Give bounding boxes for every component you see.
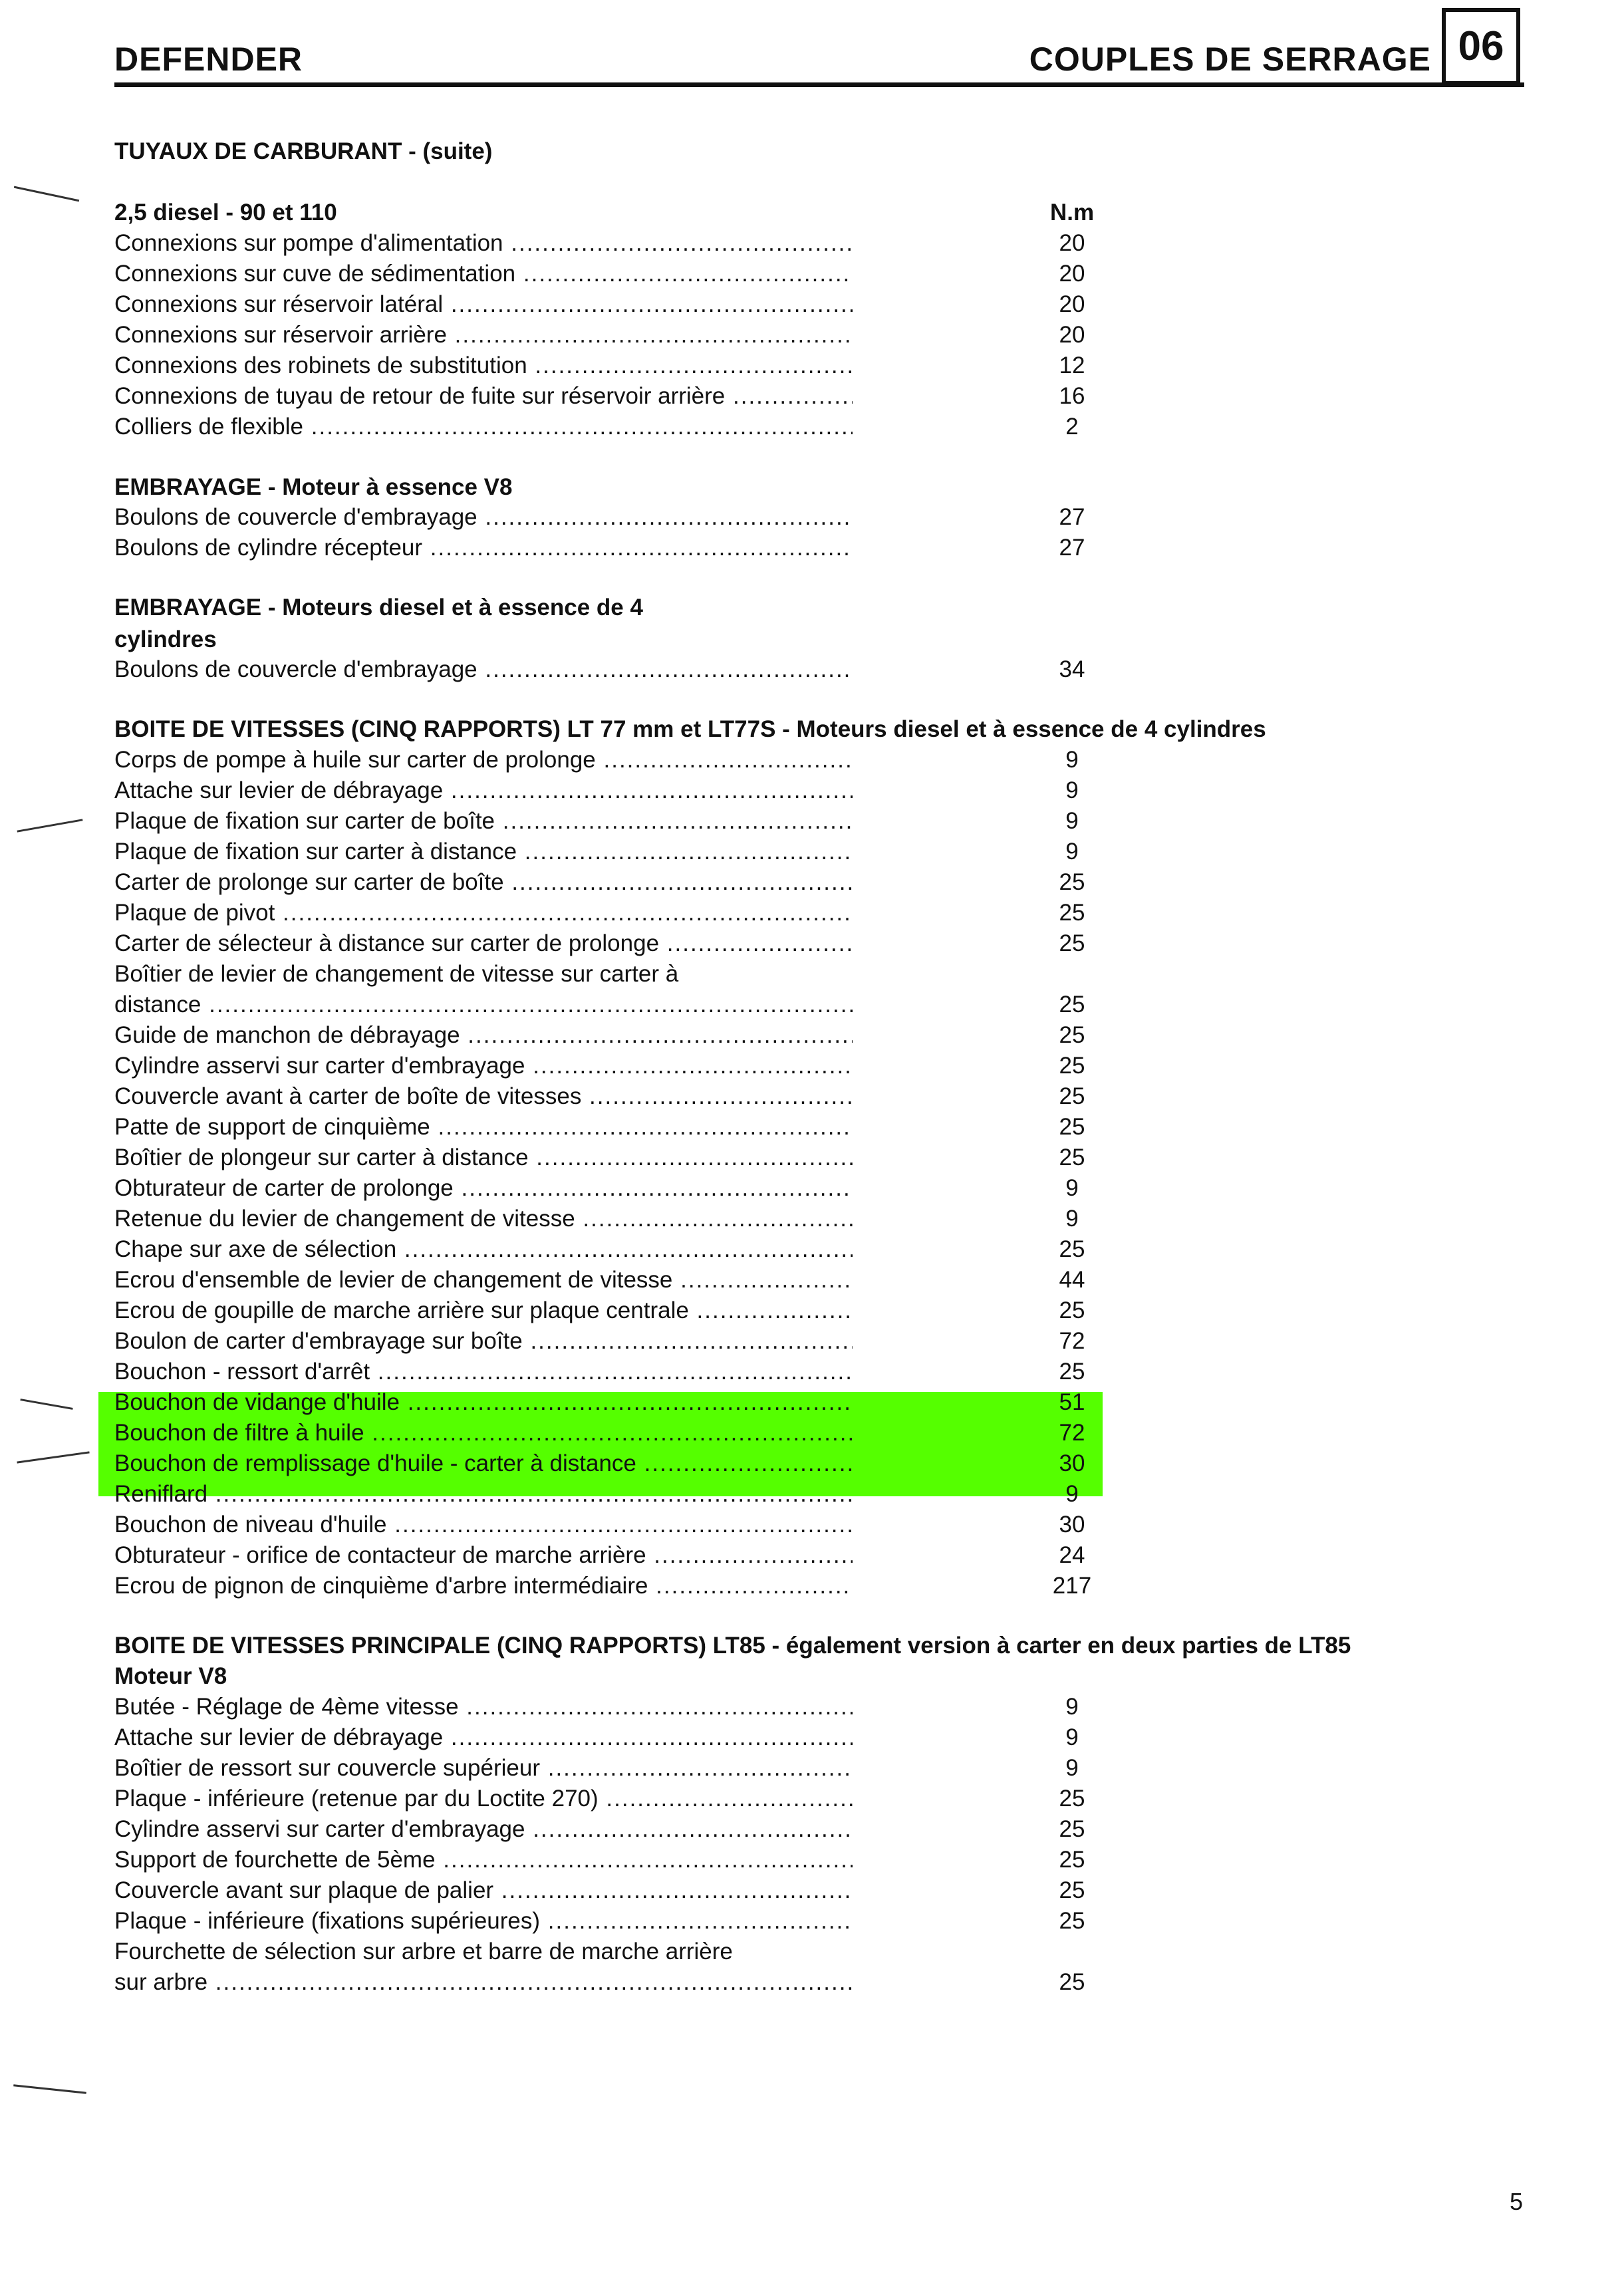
torque-value: 25 <box>1059 900 1085 926</box>
torque-value: 16 <box>1059 383 1085 409</box>
row-label: Couvercle avant sur plaque de palier ..... <box>114 1875 853 1906</box>
torque-value: 27 <box>1059 535 1085 561</box>
section-heading <box>114 136 1544 167</box>
row-label: Bouchon de filtre à huile ..... <box>114 1418 853 1448</box>
unit-label: N.m <box>1049 200 1095 225</box>
table-row <box>114 1051 1544 1081</box>
torque-value: 24 <box>1059 1542 1085 1568</box>
row-label: Boîtier de levier de changement de vitesse sur carter à <box>114 961 679 987</box>
row-label: Boulons de couvercle d'embrayage ..... <box>114 654 853 685</box>
torque-value: 9 <box>1065 1694 1079 1720</box>
torque-value: 20 <box>1059 291 1085 317</box>
row-label: Plaque - inférieure (fixations supérieures) ..... <box>114 1906 853 1937</box>
heading-text: EMBRAYAGE - Moteur à essence V8 <box>114 474 513 500</box>
row-label: Retenue du levier de changement de vitesse ..... <box>114 1204 853 1234</box>
row-label: Connexions sur réservoir latéral ..... <box>114 289 853 320</box>
table-row <box>114 289 1544 320</box>
torque-value: 9 <box>1065 747 1079 773</box>
heading-text: cylindres <box>114 626 217 652</box>
torque-value: 25 <box>1059 1083 1085 1109</box>
scan-mark <box>14 186 79 202</box>
table-row <box>114 928 1544 959</box>
torque-value: 72 <box>1059 1328 1085 1354</box>
row-label: Plaque - inférieure (retenue par du Loctite 270) ..... <box>114 1784 853 1814</box>
row-label: Plaque de fixation sur carter de boîte ..... <box>114 806 853 837</box>
torque-value: 25 <box>1059 1022 1085 1048</box>
torque-value: 25 <box>1059 1359 1085 1385</box>
heading-text: EMBRAYAGE - Moteurs diesel et à essence de 4 <box>114 595 643 620</box>
row-label: Boulons de couvercle d'embrayage ..... <box>114 502 853 533</box>
row-label: Connexions sur pompe d'alimentation ..... <box>114 228 853 259</box>
row-label: Ecrou d'ensemble de levier de changement de vitesse ..... <box>114 1265 853 1295</box>
table-row <box>114 1173 1544 1204</box>
row-label: Bouchon de remplissage d'huile - carter à distance ..... <box>114 1448 853 1479</box>
scan-mark <box>17 1451 89 1463</box>
torque-value: 9 <box>1065 1175 1079 1201</box>
torque-value: 25 <box>1059 1908 1085 1934</box>
table-row <box>114 1112 1544 1142</box>
torque-value: 27 <box>1059 504 1085 530</box>
table-row <box>114 381 1544 412</box>
table-row <box>114 867 1544 898</box>
section-number-box: 06 <box>1442 8 1520 85</box>
heading-text: BOITE DE VITESSES PRINCIPALE (CINQ RAPPORTS) LT85 - également version à carter en deux parties de LT85 <box>114 1633 1351 1659</box>
table-row <box>114 533 1544 563</box>
torque-value: 9 <box>1065 1755 1079 1781</box>
torque-value: 12 <box>1059 352 1085 378</box>
torque-value: 30 <box>1059 1512 1085 1538</box>
table-row <box>114 1234 1544 1265</box>
section-heading <box>114 593 1544 623</box>
torque-value: 9 <box>1065 1481 1079 1507</box>
table-row <box>114 745 1544 775</box>
section-heading <box>114 714 1544 745</box>
row-label: Patte de support de cinquième ..... <box>114 1112 853 1142</box>
row-label: Bouchon - ressort d'arrêt ..... <box>114 1357 853 1387</box>
torque-value: 25 <box>1059 1816 1085 1842</box>
table-row <box>114 1967 1544 1998</box>
table-row <box>114 320 1544 350</box>
table-row <box>114 1020 1544 1051</box>
row-label: Corps de pompe à huile sur carter de prolonge ..... <box>114 745 853 775</box>
header-rule <box>114 82 1524 87</box>
table-row <box>114 775 1544 806</box>
section-heading <box>114 1661 1544 1692</box>
table-row <box>114 1571 1544 1601</box>
row-label: distance ..... <box>114 990 853 1020</box>
torque-value: 2 <box>1065 414 1079 440</box>
header-left-title: DEFENDER <box>114 41 303 78</box>
table-row <box>114 1753 1544 1784</box>
row-label: Reniflard ..... <box>114 1479 853 1510</box>
torque-value: 25 <box>1059 1114 1085 1140</box>
table-row <box>114 1845 1544 1875</box>
table-row <box>114 1081 1544 1112</box>
table-row <box>114 1906 1544 1937</box>
row-label: Obturateur - orifice de contacteur de marche arrière ..... <box>114 1540 853 1571</box>
table-row <box>114 259 1544 289</box>
torque-value: 20 <box>1059 261 1085 287</box>
torque-value: 20 <box>1059 230 1085 256</box>
table-row <box>114 1784 1544 1814</box>
torque-value: 25 <box>1059 869 1085 895</box>
row-label: Boulons de cylindre récepteur ..... <box>114 533 853 563</box>
torque-value: 25 <box>1059 1847 1085 1873</box>
table-row <box>114 1387 1544 1418</box>
table-row <box>114 959 1544 990</box>
torque-value: 9 <box>1065 808 1079 834</box>
torque-value: 25 <box>1059 1877 1085 1903</box>
section-heading <box>114 1631 1544 1661</box>
table-row <box>114 806 1544 837</box>
row-label: Carter de sélecteur à distance sur carter de prolonge ..... <box>114 928 853 959</box>
row-label: Connexions de tuyau de retour de fuite sur réservoir arrière ..... <box>114 381 853 412</box>
heading-text: Moteur V8 <box>114 1663 227 1689</box>
row-label: Cylindre asservi sur carter d'embrayage ..... <box>114 1051 853 1081</box>
table-row <box>114 1692 1544 1722</box>
table-row <box>114 1448 1544 1479</box>
page-header <box>114 8 1524 88</box>
torque-value: 9 <box>1065 777 1079 803</box>
row-label: Bouchon de niveau d'huile ..... <box>114 1510 853 1540</box>
row-label: Obturateur de carter de prolonge ..... <box>114 1173 853 1204</box>
row-label: Boulon de carter d'embrayage sur boîte ..... <box>114 1326 853 1357</box>
row-label: Connexions des robinets de substitution ..... <box>114 350 853 381</box>
section-heading <box>114 472 1544 503</box>
row-label: Couvercle avant à carter de boîte de vitesses ..... <box>114 1081 853 1112</box>
row-label: Colliers de flexible ..... <box>114 412 853 442</box>
row-label: Ecrou de pignon de cinquième d'arbre intermédiaire ..... <box>114 1571 853 1601</box>
table-row <box>114 1814 1544 1845</box>
section-heading <box>114 624 1544 655</box>
heading-text: 2,5 diesel - 90 et 110 <box>114 200 337 225</box>
torque-value: 9 <box>1065 1724 1079 1750</box>
table-row <box>114 990 1544 1020</box>
table-row <box>114 1142 1544 1173</box>
row-label: Chape sur axe de sélection ..... <box>114 1234 853 1265</box>
table-row <box>114 1479 1544 1510</box>
heading-text: TUYAUX DE CARBURANT - (suite) <box>114 138 493 164</box>
row-label: Fourchette de sélection sur arbre et barre de marche arrière <box>114 1939 733 1964</box>
section-heading <box>114 198 1544 228</box>
torque-value: 25 <box>1059 1053 1085 1079</box>
table-row <box>114 1540 1544 1571</box>
table-row <box>114 1418 1544 1448</box>
row-label: Boîtier de plongeur sur carter à distance ..... <box>114 1142 853 1173</box>
row-label: Guide de manchon de débrayage ..... <box>114 1020 853 1051</box>
table-row <box>114 1937 1544 1967</box>
row-label: Boîtier de ressort sur couvercle supérieur ..... <box>114 1753 853 1784</box>
row-label: Attache sur levier de débrayage ..... <box>114 1722 853 1753</box>
torque-value: 9 <box>1065 839 1079 865</box>
torque-value: 25 <box>1059 1969 1085 1995</box>
torque-value: 30 <box>1059 1450 1085 1476</box>
torque-value: 34 <box>1059 656 1085 682</box>
torque-value: 217 <box>1052 1573 1092 1599</box>
row-label: Ecrou de goupille de marche arrière sur plaque centrale ..... <box>114 1295 853 1326</box>
page-number: 5 <box>1510 2188 1524 2215</box>
table-row <box>114 837 1544 867</box>
table-row <box>114 898 1544 928</box>
table-row <box>114 1510 1544 1540</box>
table-row <box>114 502 1544 533</box>
torque-value: 25 <box>1059 930 1085 956</box>
torque-value: 25 <box>1059 1144 1085 1170</box>
row-label: Butée - Réglage de 4ème vitesse ..... <box>114 1692 853 1722</box>
torque-value: 25 <box>1059 1786 1085 1812</box>
heading-text: BOITE DE VITESSES (CINQ RAPPORTS) LT 77 mm et LT77S - Moteurs diesel et à essence de 4 cylindres <box>114 716 1266 742</box>
table-row <box>114 1875 1544 1906</box>
table-row <box>114 1722 1544 1753</box>
table-row <box>114 1326 1544 1357</box>
scan-mark <box>13 2084 86 2093</box>
table-row <box>114 412 1544 442</box>
row-label: Carter de prolonge sur carter de boîte ..... <box>114 867 853 898</box>
scan-mark <box>20 1399 72 1410</box>
table-row <box>114 228 1544 259</box>
scan-mark <box>17 819 82 832</box>
table-row <box>114 1204 1544 1234</box>
torque-value: 25 <box>1059 1236 1085 1262</box>
row-label: Support de fourchette de 5ème ..... <box>114 1845 853 1875</box>
torque-value: 72 <box>1059 1420 1085 1446</box>
table-row <box>114 350 1544 381</box>
row-label: Cylindre asservi sur carter d'embrayage ..... <box>114 1814 853 1845</box>
table-row <box>114 654 1544 685</box>
table-row <box>114 1295 1544 1326</box>
row-label: Plaque de pivot ..... <box>114 898 853 928</box>
torque-value: 51 <box>1059 1389 1085 1415</box>
torque-value: 25 <box>1059 992 1085 1017</box>
torque-value: 25 <box>1059 1297 1085 1323</box>
row-label: Connexions sur cuve de sédimentation ..... <box>114 259 853 289</box>
table-row <box>114 1265 1544 1295</box>
row-label: Connexions sur réservoir arrière ..... <box>114 320 853 350</box>
table-row <box>114 1357 1544 1387</box>
row-label: Attache sur levier de débrayage ..... <box>114 775 853 806</box>
torque-value: 20 <box>1059 322 1085 348</box>
torque-value: 9 <box>1065 1206 1079 1232</box>
header-right-title: COUPLES DE SERRAGE <box>1029 41 1431 78</box>
torque-value: 44 <box>1059 1267 1085 1293</box>
row-label: sur arbre ..... <box>114 1967 853 1998</box>
row-label: Bouchon de vidange d'huile ..... <box>114 1387 853 1418</box>
row-label: Plaque de fixation sur carter à distance ..... <box>114 837 853 867</box>
